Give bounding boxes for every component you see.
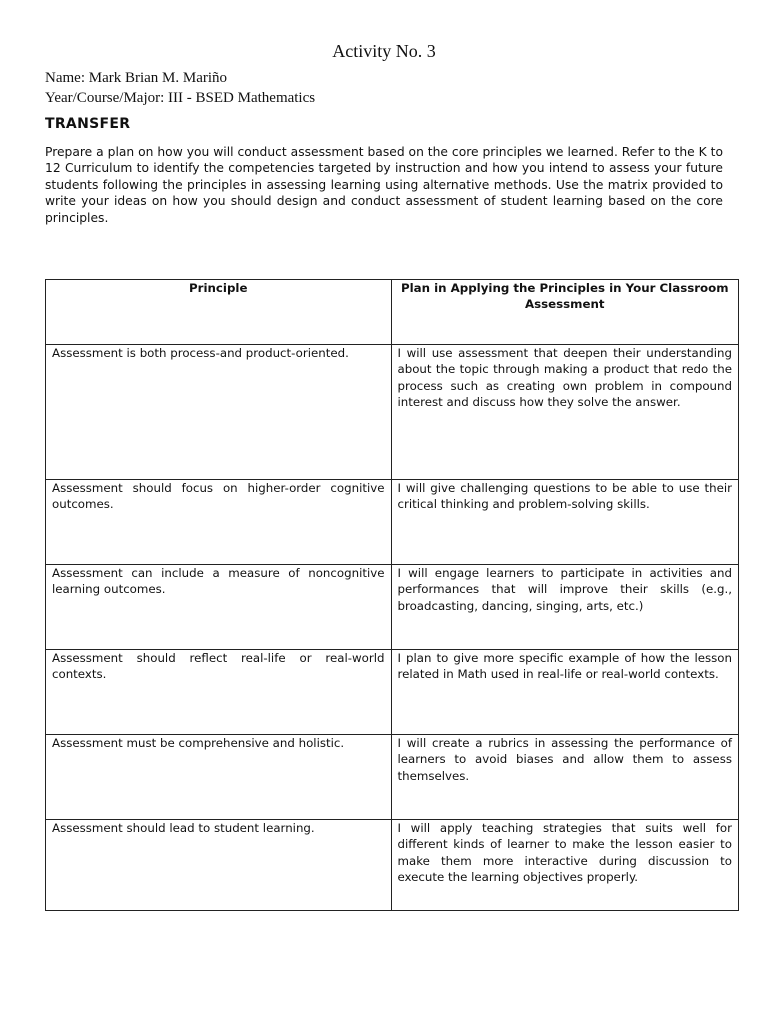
plan-cell: I will apply teaching strategies that suits well for different kinds of learner to make the lesson easier to make them more interactive during discussion to execute the learning objectives properly. bbox=[391, 820, 739, 911]
assessment-matrix-table bbox=[45, 279, 739, 911]
table-row bbox=[46, 480, 739, 565]
table-row bbox=[46, 820, 739, 911]
table-row bbox=[46, 565, 739, 650]
header-principle: Principle bbox=[46, 280, 392, 345]
table-header-row bbox=[46, 280, 739, 345]
principle-cell: Assessment must be comprehensive and holistic. bbox=[46, 735, 392, 820]
plan-cell: I will engage learners to participate in activities and performances that will improve their skills (e.g., broadcasting, dancing, singing, arts, etc.) bbox=[391, 565, 739, 650]
header-plan: Plan in Applying the Principles in Your Classroom Assessment bbox=[391, 280, 739, 345]
student-name: Name: Mark Brian M. Mariño bbox=[45, 70, 228, 86]
plan-cell: I will use assessment that deepen their understanding about the topic through making a product that redo the process such as creating own problem in compound interest and discuss how they solve the answer. bbox=[391, 345, 739, 480]
table-row bbox=[46, 735, 739, 820]
principle-cell: Assessment should focus on higher-order cognitive outcomes. bbox=[46, 480, 392, 565]
year-course-major: Year/Course/Major: III - BSED Mathematics bbox=[45, 90, 316, 106]
table-row bbox=[46, 650, 739, 735]
instructions-paragraph: Prepare a plan on how you will conduct assessment based on the core principles we learned. Refer to the K to 12 Curriculum to identify the competencies targeted by instruction and how you intend to assess your future students following the principles in assessing learning using alternative methods. Use the matrix provided to write your ideas on how you should design and conduct assessment of student learning based on the core principles. bbox=[45, 145, 723, 225]
table-row bbox=[46, 345, 739, 480]
principle-cell: Assessment is both process-and product-oriented. bbox=[46, 345, 392, 480]
plan-cell: I will give challenging questions to be able to use their critical thinking and problem-solving skills. bbox=[391, 480, 739, 565]
plan-cell: I will create a rubrics in assessing the performance of learners to avoid biases and allow them to assess themselves. bbox=[391, 735, 739, 820]
principle-cell: Assessment should reflect real-life or real-world contexts. bbox=[46, 650, 392, 735]
principle-cell: Assessment should lead to student learning. bbox=[46, 820, 392, 911]
page-title: Activity No. 3 bbox=[332, 41, 436, 61]
section-heading: TRANSFER bbox=[45, 116, 131, 132]
principle-cell: Assessment can include a measure of noncognitive learning outcomes. bbox=[46, 565, 392, 650]
plan-cell: I plan to give more specific example of how the lesson related in Math used in real-life or real-world contexts. bbox=[391, 650, 739, 735]
